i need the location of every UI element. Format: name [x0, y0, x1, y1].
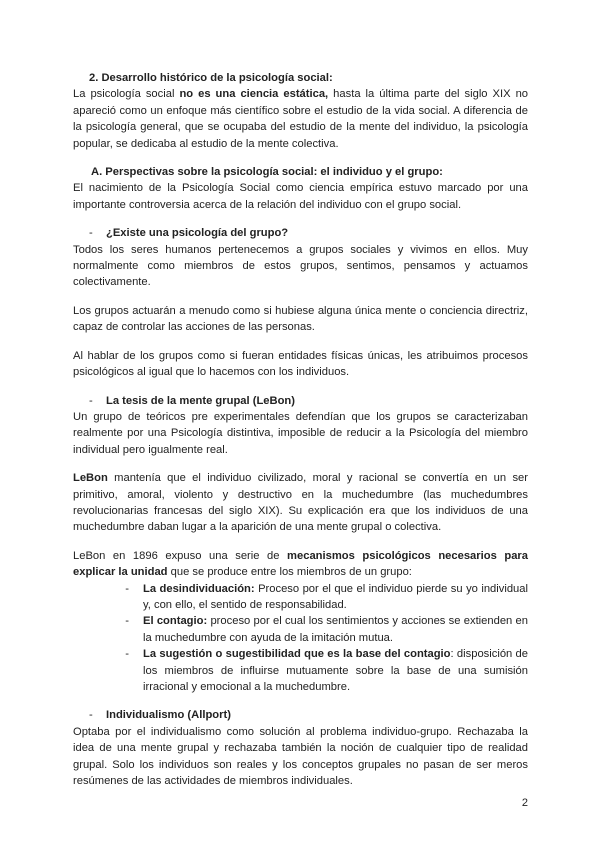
section-2-paragraph [73, 86, 528, 152]
section-2-heading: 2. Desarrollo histórico de la psicología social: [89, 72, 333, 84]
text-run: hasta la última parte del siglo XIX no apareció como un enfoque más científico sobre el estudio de la vida social. A diferencia de la psicología general, que se ocupaba del estudio de la mente del individuo, la psicología popular, se dedicaba al estudio de la mente colectiva. [73, 88, 529, 150]
heading-text: Individualismo (Allport) [106, 709, 231, 722]
page-content [73, 70, 528, 789]
section-a-paragraph: El nacimiento de la Psicología Social como ciencia empírica estuvo marcado por una importante controversia acerca de la relación del individuo con el grupo social. [73, 182, 528, 211]
mechanisms-list [73, 581, 528, 696]
lebon-heading [73, 393, 528, 409]
lebon-paragraph-2 [73, 470, 528, 536]
heading-text: ¿Existe una psicología del grupo? [106, 227, 289, 240]
text-run: La psicología social [73, 88, 180, 101]
page-number: 2 [521, 797, 528, 809]
list-item [73, 581, 528, 614]
text-run: Proceso por el que el individuo pierde su yo individual y, con ello, el sentido de responsabilidad. [143, 582, 528, 611]
text-run: : disposición de los miembros de influirse mutuamente sobre la base de una sumisión irracional y emocional a la muchedumbre. [143, 648, 528, 693]
list-item [73, 646, 528, 695]
section-a-heading: A. Perspectivas sobre la psicología social: el individuo y el grupo: [91, 166, 443, 179]
heading-text: La tesis de la mente grupal (LeBon) [106, 394, 295, 407]
dash-bullet: - [125, 582, 129, 595]
lebon-paragraph-3 [73, 548, 528, 581]
dash-bullet: - [125, 615, 129, 628]
bold-text: El contagio: [143, 615, 208, 628]
group-paragraph-1: Todos los seres humanos pertenecemos a grupos sociales y vivimos en ellos. Muy normalmente como miembros de estos grupos, sentimos, pensamos y actuamos colectivamente. [73, 243, 528, 289]
group-paragraph-3: Al hablar de los grupos como si fueran entidades físicas únicas, les atribuimos procesos psicológicos al igual que lo hacemos con los individuos. [73, 349, 528, 379]
bold-text: La sugestión o sugestibilidad que es la base del contagio [143, 648, 451, 661]
list-item [73, 613, 528, 646]
allport-paragraph: Optaba por el individualismo como solución al problema individuo-grupo. Rechazaba la idea de una mente grupal y rechazaba también la noción de cualquier tipo de realidad grupal. Solo los individuos son reales y los conceptos grupales no pasan de ser meros resúmenes de las actividades de miembros individuales. [73, 725, 528, 788]
group-paragraph-2: Los grupos actuarán a menudo como si hubiese alguna única mente o conciencia directriz, capaz de controlar las acciones de las personas. [73, 304, 528, 334]
text-run: proceso por el cual los sentimientos y acciones se extienden en la muchedumbre con ayuda de la imitación mutua. [143, 615, 528, 644]
lebon-paragraph-1: Un grupo de teóricos pre experimentales defendían que los grupos se caracterizaban realmente por una Psicología distintiva, imposible de reducir a la Psicología del miembro individual pero igualmente real. [73, 410, 528, 456]
dash-bullet: - [89, 227, 93, 240]
bold-text: mecanismos psicológicos necesarios para explicar la unidad [73, 549, 528, 579]
dash-bullet: - [89, 394, 93, 407]
group-heading [73, 225, 528, 241]
text-run: que se produce entre los miembros de un grupo: [167, 566, 412, 579]
dash-bullet: - [125, 648, 129, 661]
bold-text: LeBon [73, 472, 108, 485]
dash-bullet: - [89, 709, 93, 722]
text-run: LeBon en 1896 expuso una serie de [73, 549, 288, 562]
allport-heading [73, 707, 528, 723]
bold-text: no es una ciencia estática, [179, 88, 329, 101]
text-run: mantenía que el individuo civilizado, moral y racional se convertía en un ser primitivo, amoral, violento y destructivo en la muchedumbre (las muchedumbres revolucionarias francesas del siglo XIX). Su explicación era que los individuos de una muchedumbre daban lugar a la aparición de una mente grupal o colectiva. [73, 472, 528, 534]
bold-text: La desindividuación: [143, 582, 255, 595]
